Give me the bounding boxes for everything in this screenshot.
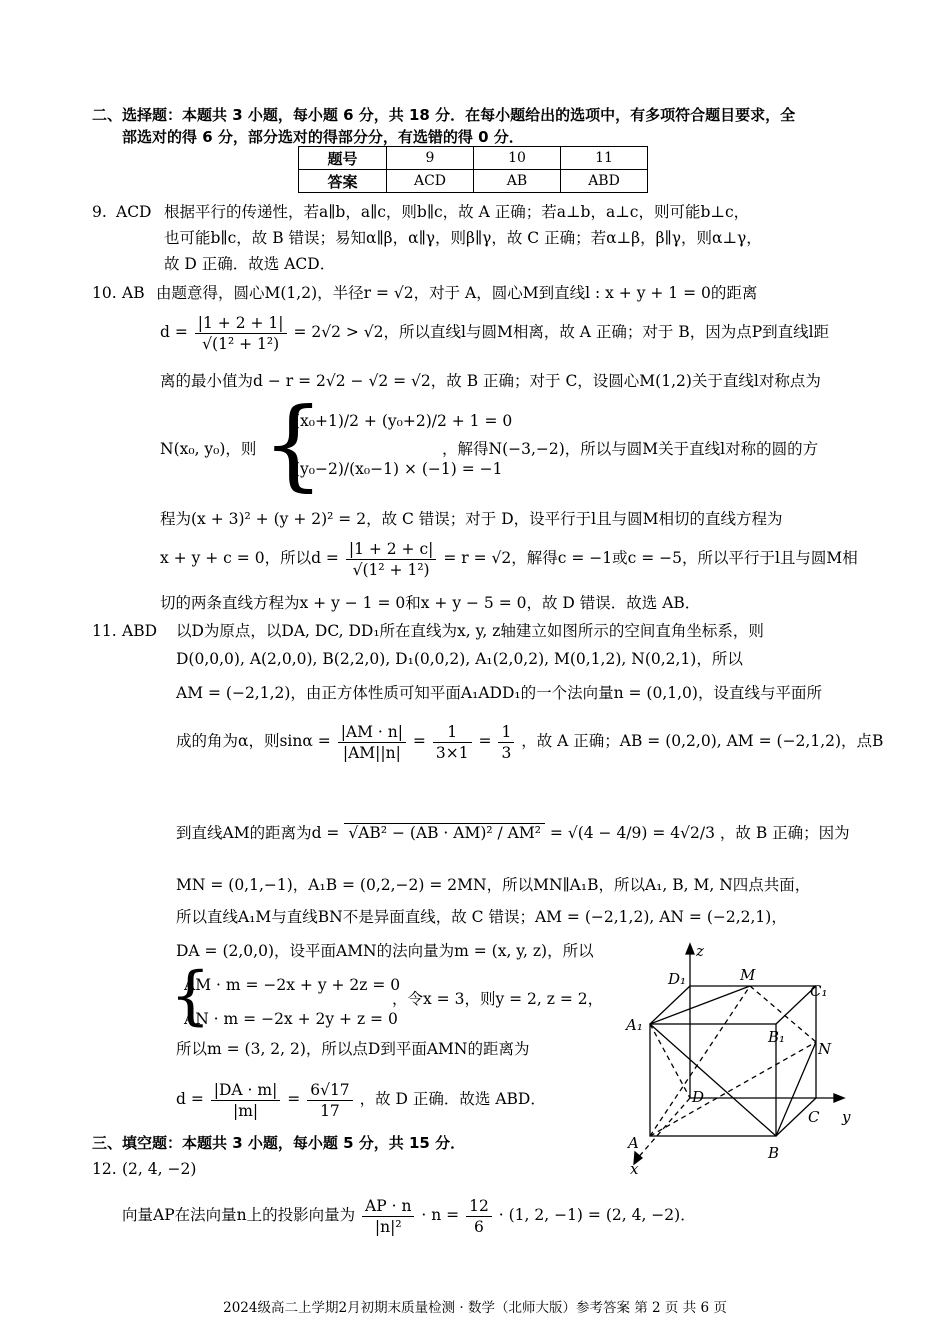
segment-a-m: [650, 986, 750, 1136]
q12-number: 12.: [92, 1160, 117, 1178]
q11-line4-lead: 成的角为α，则sinα =: [176, 732, 331, 750]
fraction-numerator: 1: [433, 722, 472, 743]
q10-line2: [160, 310, 829, 354]
label-c1: C₁: [810, 982, 828, 1000]
fraction-denominator: √(1² + 1²): [202, 334, 280, 353]
table-cell: 答案: [299, 170, 387, 193]
q10-line3: 离的最小值为d − r = 2√2 − √2 = √2，故 B 正确；对于 C，设圆心M(1,2)关于直线l对称点为: [160, 372, 821, 390]
q12-lead: 向量AP在法向量n上的投影向量为: [122, 1206, 356, 1224]
fraction-denominator: |n|²: [374, 1217, 402, 1236]
q11-line5-tail: ，故 B 正确；因为: [719, 824, 850, 842]
label-m: M: [740, 966, 756, 984]
q11-system-eq1: AM · m = −2x + y + 2z = 0: [184, 976, 401, 994]
fraction-numerator: 6√17: [307, 1080, 352, 1101]
q11-line5-result: = √(4 − 4/9) = 4√2/3: [549, 824, 715, 842]
section2-heading: 二、选择题：本题共 3 小题，每小题 6 分，共 18 分．在每小题给出的选项中，有多项符合题目要求，全: [92, 106, 796, 124]
q10-d-label: d =: [160, 323, 188, 341]
q11-system-tail: ，令x = 3，则y = 2, z = 2，: [392, 990, 604, 1008]
q11-distance-fraction: [211, 1080, 281, 1121]
q11-system-eq2: AN · m = −2x + 2y + z = 0: [184, 1010, 398, 1028]
q9-line3: 故 D 正确．故选 ACD．: [164, 255, 336, 273]
q11-radical: √AB² − (AB · AM)² / AM²: [344, 823, 545, 842]
q11-system-brace: {: [170, 959, 211, 1033]
fraction-numerator: |1 + 2 + 1|: [195, 313, 287, 334]
q11-line2: D(0,0,0), A(2,0,0), B(2,2,0), D₁(0,0,2), A₁(2,0,2), M(0,1,2), N(0,2,1)，所以: [176, 650, 743, 668]
equals-sign: =: [412, 732, 426, 750]
q12-solution: [122, 1188, 696, 1242]
q11-line11-lead: d =: [176, 1090, 204, 1108]
table-cell: ABD: [561, 170, 648, 193]
q11-answer: ABD: [122, 622, 158, 640]
table-cell: 11: [561, 147, 648, 170]
q12-fraction1: [362, 1196, 414, 1237]
segment-a1-d: [650, 1024, 690, 1098]
fraction-denominator: |m|: [232, 1101, 259, 1120]
fraction-denominator: √(1² + 1²): [352, 560, 430, 579]
label-n: N: [818, 1040, 832, 1058]
fraction-numerator: |1 + 2 + c|: [346, 539, 437, 560]
y-arrow-icon: [834, 1094, 844, 1102]
fraction-denominator: 3×1: [435, 743, 469, 762]
label-x: x: [630, 1160, 639, 1178]
x-axis: [636, 1098, 690, 1160]
q10-answer: AB: [122, 284, 145, 302]
page-footer: 2024级高二上学期2月初期末质量检测 · 数学（北师大版）参考答案 第 2 页 共 6 页: [223, 1300, 727, 1316]
q10-line6: [160, 536, 858, 580]
q11-fraction3: [498, 722, 514, 763]
q11-line1: 以D为原点，以DA, DC, DD₁所在直线为x, y, z轴建立如图所示的空间直角坐标系，则: [176, 622, 764, 640]
q10-line5: 程为(x + 3)² + (y + 2)² = 2，故 C 错误；对于 D，设平行于l且与圆M相切的直线方程为: [160, 510, 783, 528]
q9-line2: 也可能b∥c，故 B 错误；易知α∥β，α∥γ，则β∥γ，故 C 正确；若α⊥β，β∥γ，则α⊥γ，: [164, 229, 762, 247]
q12-answer: (2, 4, −2): [122, 1160, 197, 1178]
q10-line1: 由题意得，圆心M(1,2)，半径r = √2，对于 A，圆心M到直线l : x + y + 1 = 0的距离: [156, 284, 758, 302]
q10-line6-tail: = r = √2，解得c = −1或c = −5，所以平行于l且与圆M相: [443, 549, 858, 567]
q10-system-tail: ，解得N(−3,−2)，所以与圆M关于直线l对称的圆的方: [442, 440, 819, 458]
table-cell: 题号: [299, 147, 387, 170]
q10-system-eq2: (y₀−2)/(x₀−1) × (−1) = −1: [294, 460, 503, 478]
z-arrow-icon: [686, 944, 694, 954]
q11-line5-lead: 到直线AM的距离为d =: [176, 824, 340, 842]
label-b: B: [768, 1144, 780, 1162]
table-cell: AB: [474, 170, 561, 193]
table-cell: 10: [474, 147, 561, 170]
fraction-numerator: |DA · m|: [211, 1080, 281, 1101]
q9-answer: ACD: [116, 203, 152, 221]
label-d: D: [692, 1088, 705, 1106]
q10-line2-text: = 2√2 > √2，所以直线l与圆M相离，故 A 正确；对于 B，因为点P到直线l距: [293, 323, 830, 341]
q11-line11-tail: ，故 D 正确．故选 ABD．: [359, 1090, 546, 1108]
q10-d-fraction: [195, 313, 287, 354]
fraction-denominator: 3: [501, 743, 512, 762]
label-c: C: [808, 1108, 820, 1126]
answer-table: [298, 146, 648, 193]
q9-number: 9.: [92, 203, 107, 221]
q11-line11: d = $\frac{|DA \cdot m|}{|m|}$ = $\frac{6√17}{17}$ ，故 D 正确．故选 ABD．: [176, 1080, 546, 1120]
q11-line5: [176, 808, 850, 858]
label-d1: D₁: [668, 970, 687, 988]
q10-number: 10.: [92, 284, 117, 302]
segment-a1-b: [650, 1024, 776, 1136]
table-cell: 9: [387, 147, 474, 170]
fraction-numerator: AP · n: [362, 1196, 414, 1217]
q11-line3: AM = (−2,1,2)，由正方体性质可知平面A₁ADD₁的一个法向量n = (0,1,0)，设直线与平面所: [176, 684, 822, 702]
q10-system-eq1: (x₀+1)/2 + (y₀+2)/2 + 1 = 0: [294, 412, 513, 430]
fraction-numerator: |AM · n|: [338, 722, 406, 743]
label-a1: A₁: [626, 1016, 643, 1034]
q10-line6-lead: x + y + c = 0，所以d =: [160, 549, 339, 567]
q11-sin-fraction: [338, 722, 406, 763]
q11-line4-tail: ，故 A 正确；AB = (0,2,0), AM = (−2,1,2)，点B: [521, 732, 884, 750]
fraction-denominator: 6: [474, 1217, 484, 1236]
section2-heading-cont: 部选对的得 6 分，部分选对的得部分分，有选错的得 0 分．: [122, 128, 524, 146]
cube-figure: [620, 938, 870, 1178]
q11-line6: MN = (0,1,−1)，A₁B = (0,2,−2) = 2MN，所以MN∥A₁B，所以A₁, B, M, N四点共面，: [176, 876, 811, 894]
table-cell: ACD: [387, 170, 474, 193]
q11-line4: 成的角为α，则sinα = $\frac{|AM \cdot n|}{|AM||n|}$ = $\frac{1}{3\times 1}$ = $\frac{1}{3}$ ，故 A 正确；AB = (0,2,0), AM = (−2,1,2)，点B: [176, 722, 884, 762]
fraction-numerator: 12: [466, 1196, 492, 1217]
segment-a1-m: [650, 986, 750, 1024]
section3-heading: 三、填空题：本题共 3 小题，每小题 5 分，共 15 分．: [92, 1134, 466, 1152]
q11-radicand: AB² − (AB · AM)² / AM²: [358, 824, 541, 842]
q10-system-lead: N(x₀, y₀)，则: [160, 440, 257, 458]
q11-distance-result: [307, 1080, 352, 1121]
fraction-numerator: 1: [498, 722, 514, 743]
edge: [650, 986, 690, 1024]
q11-line10: 所以m = (3, 2, 2)，所以点D到平面AMN的距离为: [176, 1040, 530, 1058]
label-a: A: [628, 1134, 639, 1152]
label-b1: B₁: [768, 1028, 786, 1046]
q12-tail: · (1, 2, −1) = (2, 4, −2)．: [498, 1206, 696, 1224]
q12-mid: · n =: [421, 1206, 460, 1224]
q11-fraction2: [433, 722, 472, 763]
label-y: y: [842, 1108, 851, 1126]
label-z: z: [696, 942, 704, 960]
q10-line6-fraction: [346, 539, 437, 580]
q12-fraction2: [466, 1196, 492, 1237]
q11-line7: 所以直线A₁M与直线BN不是异面直线，故 C 错误；AM = (−2,1,2), AN = (−2,2,1)，: [176, 908, 787, 926]
q11-number: 11.: [92, 622, 117, 640]
q9-line1: 根据平行的传递性，若a∥b，a∥c，则b∥c，故 A 正确；若a⊥b，a⊥c，则可能b⊥c，: [164, 203, 750, 221]
q10-system-brace: {: [262, 388, 325, 502]
q10-line7: 切的两条直线方程为x + y − 1 = 0和x + y − 5 = 0，故 D 错误．故选 AB．: [160, 594, 701, 612]
fraction-denominator: |AM||n|: [342, 743, 401, 762]
fraction-denominator: 17: [320, 1101, 340, 1120]
q11-line8: DA = (2,0,0)，设平面AMN的法向量为m = (x, y, z)，所以: [176, 942, 594, 960]
